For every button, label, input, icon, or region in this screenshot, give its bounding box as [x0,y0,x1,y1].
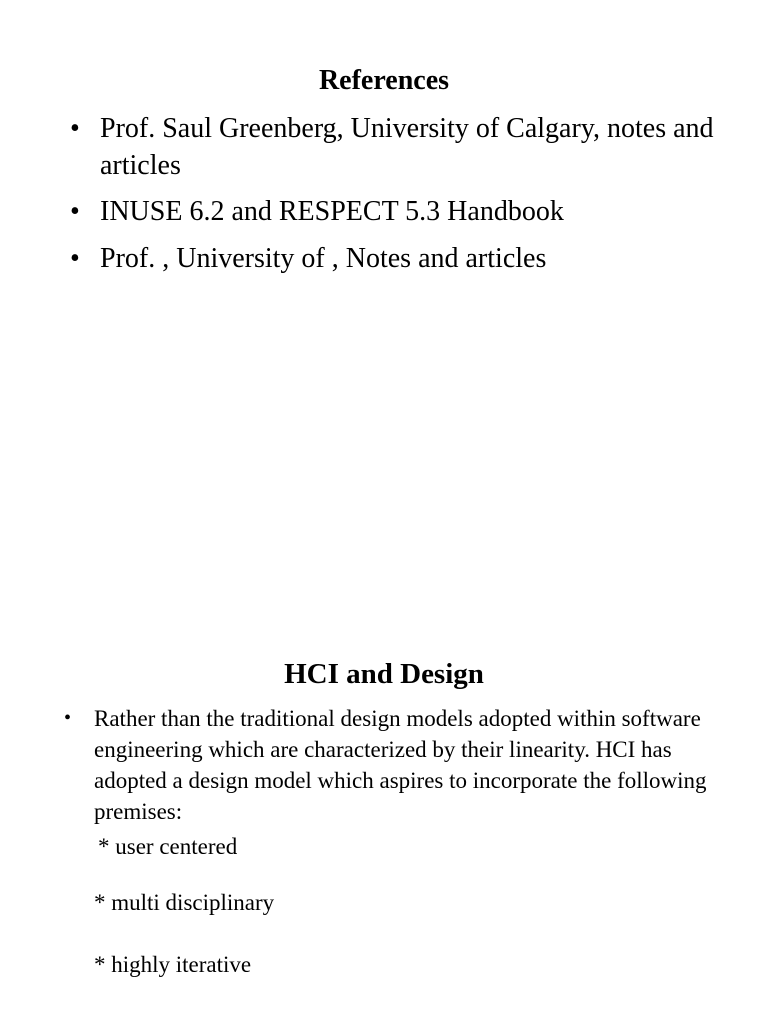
premise-item: * user centered [98,834,238,859]
bullet-text: INUSE 6.2 and RESPECT 5.3 Handbook [100,196,564,227]
bullet-item [70,193,740,230]
bullet-icon: • [64,707,72,729]
bullet-icon: • [70,113,80,144]
bullet-icon: • [70,196,80,227]
premise-item: * highly iterative [94,952,252,977]
slide-title: HCI and Design [284,658,484,690]
bullet-item [70,240,740,277]
slide-hci-and-design [0,512,768,1024]
bullet-text: Prof. Saul Greenberg, University of Calgary, notes and articles [100,113,714,181]
bullet-item [70,110,740,184]
bullet-text: Prof. , University of , Notes and articles [100,243,547,274]
bullet-item [64,703,734,827]
premise-item: * multi disciplinary [94,890,275,915]
bullet-text: Rather than the traditional design models adopted within software engineering which are characterized by their linearity. HCI has adopted a design model which aspires to incorporate the following premises: [94,706,707,824]
slide-title: References [318,65,450,96]
bullet-icon: • [70,243,80,274]
